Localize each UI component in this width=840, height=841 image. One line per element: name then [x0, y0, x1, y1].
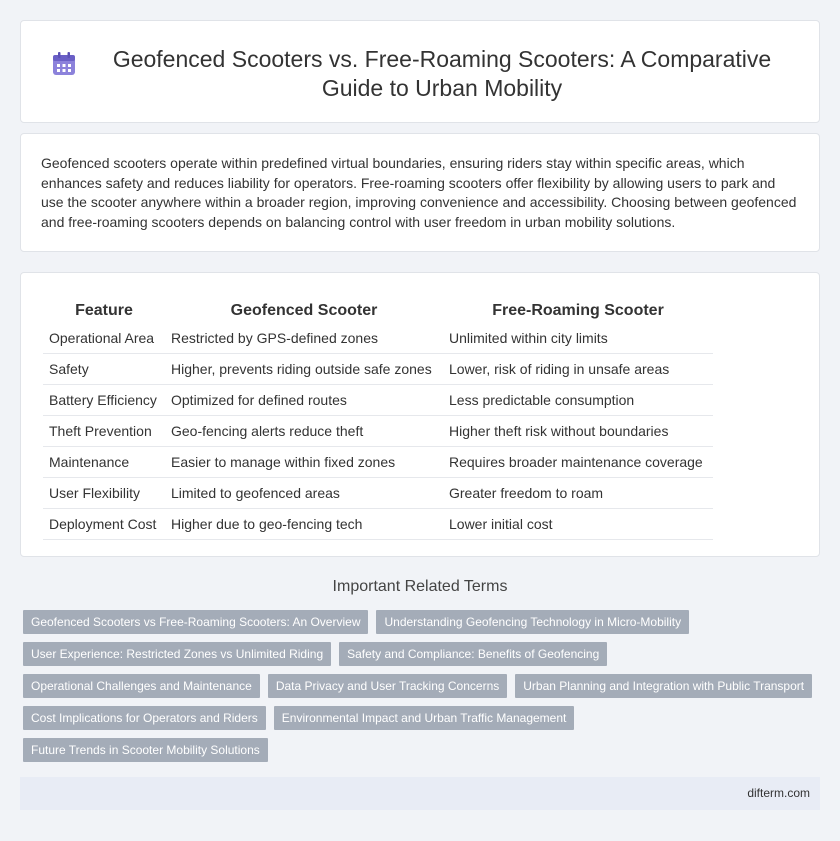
- footer-site-link[interactable]: difterm.com: [747, 786, 810, 800]
- related-terms-row: [23, 610, 823, 634]
- table-row: [43, 385, 713, 416]
- header-geofenced: Geofenced Scooter: [230, 301, 378, 319]
- free-roaming-cell: Less predictable consumption: [443, 385, 713, 416]
- free-roaming-cell: Lower initial cost: [443, 509, 713, 540]
- table-row: [43, 416, 713, 447]
- feature-cell: Operational Area: [43, 323, 165, 354]
- header-feature: Feature: [75, 301, 133, 319]
- related-term-tag[interactable]: Urban Planning and Integration with Public Transport: [515, 674, 812, 698]
- free-roaming-cell: Greater freedom to roam: [443, 478, 713, 509]
- related-term-tag[interactable]: Operational Challenges and Maintenance: [23, 674, 260, 698]
- free-roaming-cell: Lower, risk of riding in unsafe areas: [443, 354, 713, 385]
- table-row: [43, 354, 713, 385]
- free-roaming-cell: Higher theft risk without boundaries: [443, 416, 713, 447]
- related-term-tag[interactable]: Future Trends in Scooter Mobility Solutions: [23, 738, 268, 762]
- related-term-tag[interactable]: Safety and Compliance: Benefits of Geofencing: [339, 642, 607, 666]
- feature-cell: Deployment Cost: [43, 509, 165, 540]
- related-terms-row: [23, 738, 823, 762]
- table-header-row: [43, 295, 713, 323]
- intro-card: [20, 133, 820, 252]
- free-roaming-cell: Requires broader maintenance coverage: [443, 447, 713, 478]
- related-terms-row: [23, 706, 823, 730]
- feature-cell: Maintenance: [43, 447, 165, 478]
- related-term-tag[interactable]: Environmental Impact and Urban Traffic Management: [274, 706, 575, 730]
- table-row: [43, 478, 713, 509]
- feature-cell: Safety: [43, 354, 165, 385]
- related-term-tag[interactable]: User Experience: Restricted Zones vs Unlimited Riding: [23, 642, 331, 666]
- related-term-tag[interactable]: Cost Implications for Operators and Riders: [23, 706, 266, 730]
- title-card: [20, 20, 820, 123]
- related-term-tag[interactable]: Geofenced Scooters vs Free-Roaming Scooters: An Overview: [23, 610, 368, 634]
- comparison-table: [43, 295, 713, 540]
- table-row: [43, 447, 713, 478]
- header-free-roaming: Free-Roaming Scooter: [492, 301, 664, 319]
- related-terms-heading: Important Related Terms: [332, 578, 508, 595]
- free-roaming-cell: Unlimited within city limits: [443, 323, 713, 354]
- footer: [20, 777, 820, 810]
- table-row: [43, 323, 713, 354]
- geofenced-cell: Higher due to geo-fencing tech: [165, 509, 443, 540]
- feature-cell: Theft Prevention: [43, 416, 165, 447]
- related-term-tag[interactable]: Data Privacy and User Tracking Concerns: [268, 674, 507, 698]
- feature-cell: Battery Efficiency: [43, 385, 165, 416]
- calendar-icon: [51, 51, 77, 77]
- page-title: Geofenced Scooters vs. Free-Roaming Scooters: A Comparative Guide to Urban Mobility: [112, 46, 772, 101]
- related-terms-list: [23, 610, 823, 770]
- related-terms-row: [23, 674, 823, 698]
- geofenced-cell: Geo-fencing alerts reduce theft: [165, 416, 443, 447]
- geofenced-cell: Easier to manage within fixed zones: [165, 447, 443, 478]
- feature-cell: User Flexibility: [43, 478, 165, 509]
- geofenced-cell: Higher, prevents riding outside safe zones: [165, 354, 443, 385]
- geofenced-cell: Limited to geofenced areas: [165, 478, 443, 509]
- related-terms-row: [23, 642, 823, 666]
- geofenced-cell: Restricted by GPS-defined zones: [165, 323, 443, 354]
- intro-paragraph: Geofenced scooters operate within predefined virtual boundaries, ensuring riders stay within specific areas, which enhances safety and reduces liability for operators. Free-roaming scooters offer flexibility by allowing users to park and use the scooter anywhere within a broader region, improving convenience and accessibility. Choosing between geofenced and free-roaming scooters depends on balancing control with user freedom in urban mobility solutions.: [41, 155, 797, 230]
- table-row: [43, 509, 713, 540]
- geofenced-cell: Optimized for defined routes: [165, 385, 443, 416]
- comparison-card: [20, 272, 820, 557]
- related-term-tag[interactable]: Understanding Geofencing Technology in Micro-Mobility: [376, 610, 689, 634]
